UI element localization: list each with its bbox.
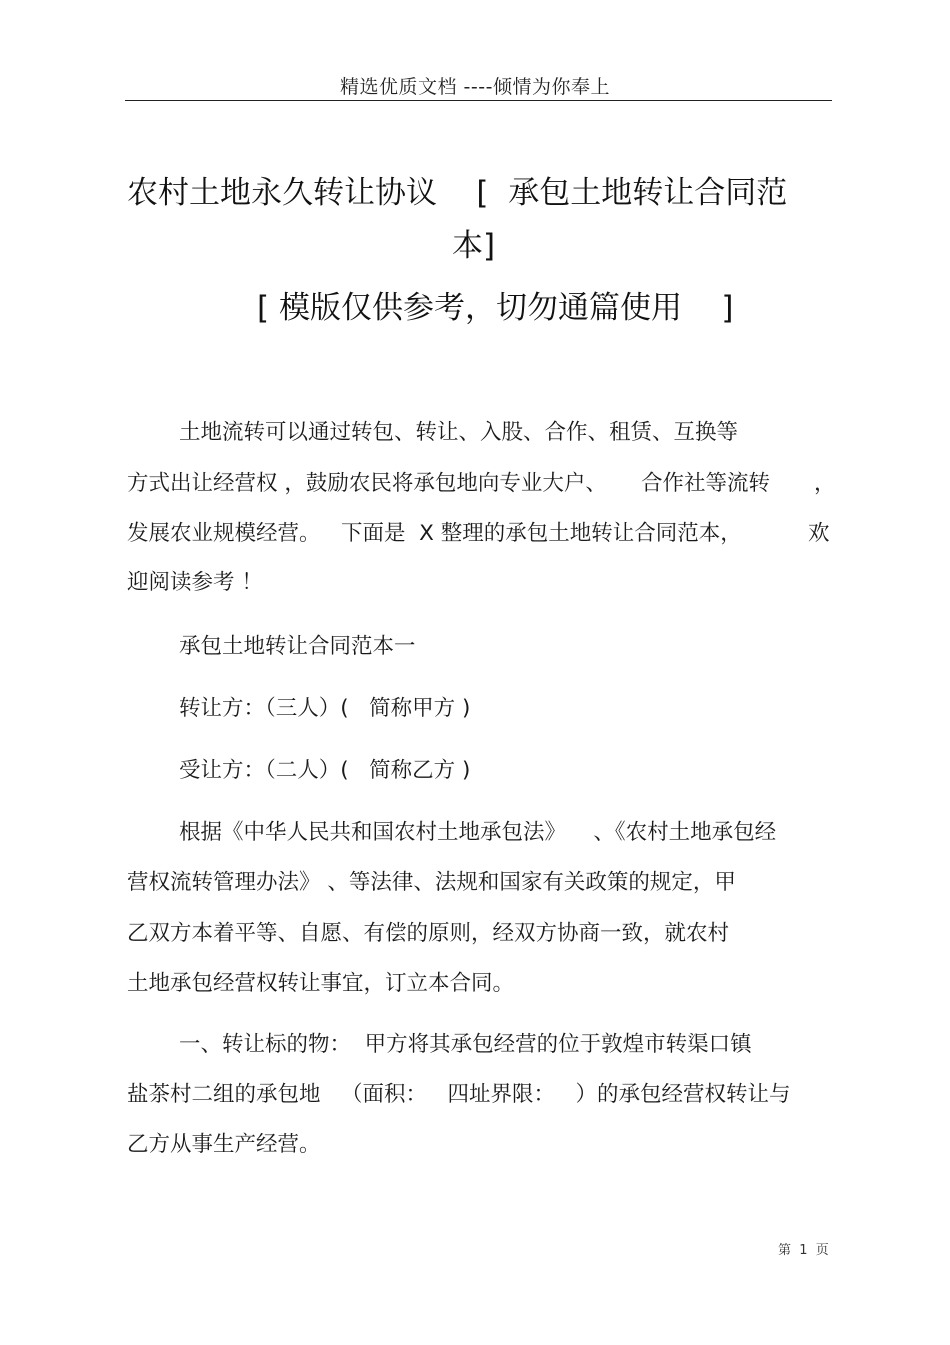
- paragraph-1-line-3-end: 欢: [808, 521, 830, 546]
- contract-subtitle: 承包土地转让合同范本一: [179, 634, 416, 659]
- paragraph-2-line-2: 营权流转管理办法》 、等法律、法规和国家有关政策的规定，甲: [127, 870, 736, 895]
- paragraph-1-line-3: 发展农业规模经营。 下面是 X 整理的承包土地转让合同范本，: [127, 521, 742, 546]
- paragraph-2-line-4: 土地承包经营权转让事宜，订立本合同。: [127, 971, 515, 996]
- paragraph-3-line-3: 乙方从事生产经营。: [127, 1132, 321, 1157]
- page-number: 第 1 页: [778, 1243, 829, 1258]
- paragraph-3-line-2: 盐茶村二组的承包地 （面积： 四址界限： ）的承包经营权转让与: [127, 1082, 791, 1107]
- paragraph-3-line-1: 一、转让标的物： 甲方将其承包经营的位于敦煌市转渠口镇: [179, 1032, 752, 1057]
- paragraph-2-line-3: 乙双方本着平等、自愿、有偿的原则，经双方协商一致，就农村: [127, 921, 730, 946]
- title-line-2: 本]: [452, 228, 496, 264]
- paragraph-1-line-4: 迎阅读参考 ！: [127, 570, 263, 595]
- paragraph-1-line-1: 土地流转可以通过转包、转让、入股、合作、租赁、互换等: [179, 420, 739, 445]
- title-note: [ 模版仅供参考，切勿通篇使用 ]: [257, 290, 734, 326]
- header-text: 精选优质文档 ----倾情为你奉上: [340, 76, 610, 98]
- paragraph-1-line-2-end: ，: [814, 471, 836, 496]
- paragraph-1-line-2: 方式出让经营权 ，鼓励农民将承包地向专业大户、 合作社等流转: [127, 471, 771, 496]
- title-line-1: 农村土地永久转让协议 [ 承包土地转让合同范: [127, 175, 788, 211]
- party-transferee: 受让方：（二人）( 简称乙方 ): [179, 758, 471, 783]
- paragraph-2-line-1: 根据《中华人民共和国农村土地承包法》 、《农村土地承包经: [179, 820, 777, 845]
- header-divider: [125, 100, 832, 101]
- party-transferor: 转让方：（三人）( 简称甲方 ): [179, 696, 471, 721]
